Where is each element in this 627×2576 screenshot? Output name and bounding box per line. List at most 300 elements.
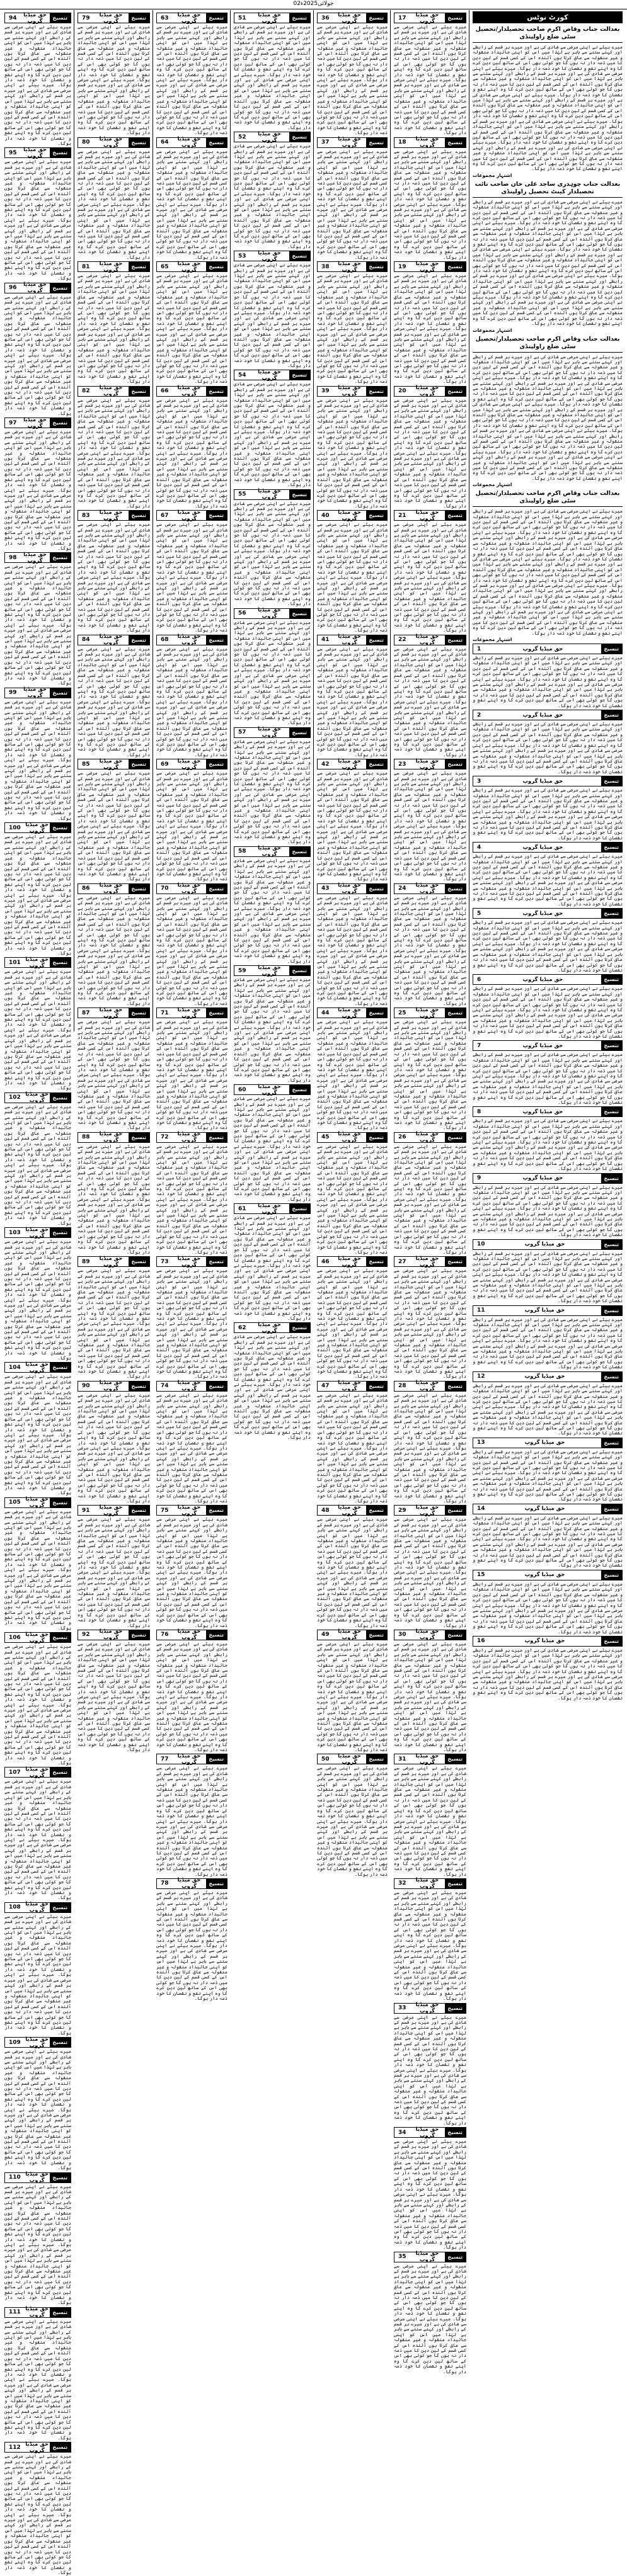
notice-item: [234, 965, 311, 1083]
notice-number: 8: [477, 1108, 481, 1115]
notice-body: میرے بیٹے نے اپنی مرضی سے شادی کی ہے اور میرے ہر قسم کے رابطے اور کہنے سننے سے باہر ہے لہٰذا میں اس کو اپنی جائیداد منقولہ و غیر منقولہ سے عاق کرتا ہوں آئندہ اس کے کسی قسم کے لین دین کا میں ذمہ دار نہ ہوں گا جو کوئی بھی اس کے ساتھ لین دین کرے گا وہ اپنے نفع و نقصان کا خود ذمہ دار ہوگا۔ میرے بیٹے نے اپنی مرضی سے شادی کی ہے اور میرے ہر قسم کے رابطے اور کہنے سننے سے باہر ہے لہٰذا میں اس کو اپنی جائیداد منقولہ و غیر منقولہ سے عاق کرتا ہوں آئندہ اس کے کسی قسم کے لین دین کا میں ذمہ دار نہ ہوں گا جو کوئی بھی اس کے ساتھ لین دین کرے گا وہ اپنے نفع و نقصان کا خود ذمہ دار ہوگا۔: [317, 1268, 388, 1380]
column-c2: [76, 11, 152, 1753]
notice-item: [473, 1106, 623, 1171]
notice-number: 11: [477, 1307, 485, 1314]
notice-number: 49: [321, 1631, 330, 1638]
court-title: بعدالت جناب چوہدری ساجد علی خان صاحب نائب تحصیلدار کینٹ تحصیل راولپنڈی: [473, 181, 623, 198]
notice-number: 67: [161, 512, 169, 519]
notice-number: 77: [161, 1756, 169, 1762]
notice-header: [156, 261, 227, 272]
notice-body: میرے بیٹے نے اپنی مرضی سے شادی کی ہے اور میرے ہر قسم کے رابطے اور کہنے سننے سے باہر ہے لہٰذا میں اس کو اپنی جائیداد منقولہ و غیر منقولہ سے عاق کرتا ہوں آئندہ اس کے کسی قسم کے لین دین کا میں ذمہ دار نہ ہوں گا جو کوئی بھی اس کے ساتھ لین دین کرے گا وہ اپنے نفع و نقصان کا خود ذمہ دار ہوگا۔ میرے بیٹے نے اپنی مرضی سے شادی کی ہے اور میرے ہر قسم کے رابطے اور کہنے سننے سے باہر ہے لہٰذا میں اس کو اپنی جائیداد منقولہ و غیر منقولہ سے عاق کرتا ہوں آئندہ اس کے کسی قسم کے لین دین کا میں ذمہ دار نہ ہوں گا جو کوئی بھی اس کے ساتھ لین دین کرے گا وہ اپنے نفع و نقصان کا خود ذمہ دار ہوگا۔: [473, 1052, 623, 1106]
notice-number: 82: [82, 388, 90, 395]
notice-label: تنسیخ: [445, 387, 466, 396]
notice-body: میرے بیٹے نے اپنی مرضی سے شادی کی ہے اور میرے ہر قسم کے رابطے اور کہنے سننے سے باہر ہے لہٰذا میں اس کو اپنی جائیداد منقولہ و غیر منقولہ سے عاق کرتا ہوں آئندہ اس کے کسی قسم کے لین دین کا میں ذمہ دار نہ ہوں گا جو کوئی بھی اس کے ساتھ لین دین کرے گا وہ اپنے نفع و نقصان کا خود ذمہ دار ہوگا۔ میرے بیٹے نے اپنی مرضی سے شادی کی ہے اور میرے ہر قسم کے رابطے اور کہنے سننے سے باہر ہے لہٰذا میں اس کو اپنی جائیداد منقولہ و غیر منقولہ سے عاق کرتا ہوں آئندہ اس کے کسی قسم کے لین دین کا میں ذمہ دار نہ ہوں گا جو کوئی بھی اس کے ساتھ لین دین کرے گا وہ اپنے نفع و نقصان کا خود ذمہ دار ہوگا۔: [317, 1640, 388, 1753]
media-group-name: حق میڈیا گروپ: [177, 1877, 201, 1890]
notice-number: 50: [321, 1756, 330, 1762]
notice-header: [4, 957, 71, 968]
notice-number: 46: [321, 1258, 330, 1265]
notice-body: میرے بیٹے نے اپنی مرضی سے شادی کی ہے اور میرے ہر قسم کے رابطے اور کہنے سننے سے باہر ہے لہٰذا میں اس کو اپنی جائیداد منقولہ و غیر منقولہ سے عاق کرتا ہوں آئندہ اس کے کسی قسم کے لین دین کا میں ذمہ دار نہ ہوں گا جو کوئی بھی اس کے ساتھ لین دین کرے گا وہ اپنے نفع و نقصان کا خود ذمہ دار ہوگا۔ میرے بیٹے نے اپنی مرضی سے شادی کی ہے اور میرے ہر قسم کے رابطے اور کہنے سننے سے باہر ہے لہٰذا میں اس کو اپنی جائیداد منقولہ و غیر منقولہ سے عاق کرتا ہوں آئندہ اس کے کسی قسم کے لین دین کا میں ذمہ دار نہ ہوں گا جو کوئی بھی اس کے ساتھ لین دین کرے گا وہ اپنے نفع و نقصان کا خود ذمہ دار ہوگا۔: [4, 2183, 71, 2306]
notice-body: میرے بیٹے نے اپنی مرضی سے شادی کی ہے اور میرے ہر قسم کے رابطے اور کہنے سننے سے باہر ہے لہٰذا میں اس کو اپنی جائیداد منقولہ و غیر منقولہ سے عاق کرتا ہوں آئندہ اس کے کسی قسم کے لین دین کا میں ذمہ دار نہ ہوں گا جو کوئی بھی اس کے ساتھ لین دین کرے گا وہ اپنے نفع و نقصان کا خود ذمہ دار ہوگا۔ میرے بیٹے نے اپنی مرضی سے شادی کی ہے اور میرے ہر قسم کے رابطے اور کہنے سننے سے باہر ہے لہٰذا میں اس کو اپنی جائیداد منقولہ و غیر منقولہ سے عاق کرتا ہوں آئندہ اس کے کسی قسم کے لین دین کا میں ذمہ دار نہ ہوں گا جو کوئی بھی اس کے ساتھ لین دین کرے گا وہ اپنے نفع و نقصان کا خود ذمہ دار ہوگا۔: [4, 564, 71, 686]
notice-header: [156, 759, 227, 769]
media-group-name: حق میڈیا گروپ: [415, 1006, 439, 1019]
notice-header: [317, 1754, 388, 1764]
media-group-name: حق میڈیا گروپ: [99, 260, 123, 273]
media-group-name: حق میڈیا گروپ: [338, 1504, 361, 1517]
notice-number: 111: [9, 2309, 21, 2316]
media-group-name: حق میڈیا گروپ: [524, 1439, 565, 1446]
notice-body: میرے بیٹے نے اپنی مرضی سے شادی کی ہے اور میرے ہر قسم کے رابطے اور کہنے سننے سے باہر ہے لہٰذا میں اس کو اپنی جائیداد منقولہ و غیر منقولہ سے عاق کرتا ہوں آئندہ اس کے کسی قسم کے لین دین کا میں ذمہ دار نہ ہوں گا جو کوئی بھی اس کے ساتھ لین دین کرے گا وہ اپنے نفع و نقصان کا خود ذمہ دار ہوگا۔ میرے بیٹے نے اپنی مرضی سے شادی کی ہے اور میرے ہر قسم کے رابطے اور کہنے سننے سے باہر ہے لہٰذا میں اس کو اپنی جائیداد منقولہ و غیر منقولہ سے عاق کرتا ہوں آئندہ اس کے کسی قسم کے لین دین کا میں ذمہ دار نہ ہوں گا جو کوئی بھی اس کے ساتھ لین دین کرے گا وہ اپنے نفع و نقصان کا خود ذمہ دار ہوگا۔: [4, 159, 71, 281]
media-group-name: حق میڈیا گروپ: [258, 1321, 281, 1334]
notice-header: [473, 644, 623, 654]
notice-label: تنسیخ: [366, 1382, 387, 1391]
notice-item: [4, 822, 71, 956]
notice-header: [4, 1497, 71, 1508]
notice-number: 13: [477, 1439, 485, 1446]
notice-label: تنسیخ: [445, 1879, 466, 1888]
notice-header: [473, 1438, 623, 1448]
notice-body: میرے بیٹے نے اپنی مرضی سے شادی کی ہے اور میرے ہر قسم کے رابطے اور کہنے سننے سے باہر ہے لہٰذا میں اس کو اپنی جائیداد منقولہ و غیر منقولہ سے عاق کرتا ہوں آئندہ اس کے کسی قسم کے لین دین کا میں ذمہ دار نہ ہوں گا جو کوئی بھی اس کے ساتھ لین دین کرے گا وہ اپنے نفع و نقصان کا خود ذمہ دار ہوگا۔ میرے بیٹے نے اپنی مرضی سے شادی کی ہے اور میرے ہر قسم کے رابطے اور کہنے سننے سے باہر ہے لہٰذا میں اس کو اپنی جائیداد منقولہ و غیر منقولہ سے عاق کرتا ہوں آئندہ اس کے کسی قسم کے لین دین کا میں ذمہ دار نہ ہوں گا جو کوئی بھی اس کے ساتھ لین دین کرے گا وہ اپنے نفع و نقصان کا خود ذمہ دار ہوگا۔: [78, 148, 150, 260]
notice-item: [317, 883, 388, 1007]
notice-header: [156, 1878, 227, 1889]
notice-header: [394, 386, 466, 397]
media-group-name: حق میڈیا گروپ: [415, 1255, 439, 1268]
notice-number: 41: [321, 637, 330, 644]
media-group-name: حق میڈیا گروپ: [522, 1175, 563, 1181]
media-group-name: حق میڈیا گروپ: [99, 1131, 123, 1144]
media-group-name: حق میڈیا گروپ: [177, 1504, 201, 1517]
notice-header: [4, 2172, 71, 2183]
media-group-name: حق میڈیا گروپ: [258, 964, 281, 977]
notice-body: میرے بیٹے نے اپنی مرضی سے شادی کی ہے اور میرے ہر قسم کے رابطے اور کہنے سننے سے باہر ہے لہٰذا میں اس کو اپنی جائیداد منقولہ و غیر منقولہ سے عاق کرتا ہوں آئندہ اس کے کسی قسم کے لین دین کا میں ذمہ دار نہ ہوں گا جو کوئی بھی اس کے ساتھ لین دین کرے گا وہ اپنے نفع و نقصان کا خود ذمہ دار ہوگا۔ میرے بیٹے نے اپنی مرضی سے شادی کی ہے اور میرے ہر قسم کے رابطے اور کہنے سننے سے باہر ہے لہٰذا میں اس کو اپنی جائیداد منقولہ و غیر منقولہ سے عاق کرتا ہوں آئندہ اس کے کسی قسم کے لین دین کا میں ذمہ دار نہ ہوں گا جو کوئی بھی اس کے ساتھ لین دین کرے گا وہ اپنے نفع و نقصان کا خود ذمہ دار ہوگا۔: [394, 24, 466, 136]
notice-label: تنسیخ: [206, 387, 227, 396]
notice-item: [156, 510, 227, 633]
notice-number: 92: [82, 1631, 90, 1638]
notice-label: تنسیخ: [289, 847, 310, 856]
column-c4: [232, 11, 313, 1441]
notice-body: میرے بیٹے نے اپنی مرضی سے شادی کی ہے اور میرے ہر قسم کے رابطے اور کہنے سننے سے باہر ہے لہٰذا میں اس کو اپنی جائیداد منقولہ و غیر منقولہ سے عاق کرتا ہوں آئندہ اس کے کسی قسم کے لین دین کا میں ذمہ دار نہ ہوں گا جو کوئی بھی اس کے ساتھ لین دین کرے گا وہ اپنے نفع و نقصان کا خود ذمہ دار ہوگا۔ میرے بیٹے نے اپنی مرضی سے شادی کی ہے اور میرے ہر قسم کے رابطے اور کہنے سننے سے باہر ہے لہٰذا میں اس کو اپنی جائیداد منقولہ و غیر منقولہ سے عاق کرتا ہوں آئندہ اس کے کسی قسم کے لین دین کا میں ذمہ دار نہ ہوں گا جو کوئی بھی اس کے ساتھ لین دین کرے گا وہ اپنے نفع و نقصان کا خود ذمہ دار ہوگا۔: [234, 857, 311, 964]
notice-item: [156, 1381, 227, 1504]
notice-header: [394, 510, 466, 521]
notice-number: 15: [477, 1572, 485, 1579]
notice-body: میرے بیٹے نے اپنی مرضی سے شادی کی ہے اور میرے ہر قسم کے رابطے اور کہنے سننے سے باہر ہے لہٰذا میں اس کو اپنی جائیداد منقولہ و غیر منقولہ سے عاق کرتا ہوں آئندہ اس کے کسی قسم کے لین دین کا میں ذمہ دار نہ ہوں گا جو کوئی بھی اس کے ساتھ لین دین کرے گا وہ اپنے نفع و نقصان کا خود ذمہ دار ہوگا۔ میرے بیٹے نے اپنی مرضی سے شادی کی ہے اور میرے ہر قسم کے رابطے اور کہنے سننے سے باہر ہے لہٰذا میں اس کو اپنی جائیداد منقولہ و غیر منقولہ سے عاق کرتا ہوں آئندہ اس کے کسی قسم کے لین دین کا میں ذمہ دار نہ ہوں گا جو کوئی بھی اس کے ساتھ لین دین کرے گا وہ اپنے نفع و نقصان کا خود ذمہ دار ہوگا۔: [4, 293, 71, 416]
notice-body: میرے بیٹے نے اپنی مرضی سے شادی کی ہے اور میرے ہر قسم کے رابطے اور کہنے سننے سے باہر ہے لہٰذا میں اس کو اپنی جائیداد منقولہ و غیر منقولہ سے عاق کرتا ہوں آئندہ اس کے کسی قسم کے لین دین کا میں ذمہ دار نہ ہوں گا جو کوئی بھی اس کے ساتھ لین دین کرے گا وہ اپنے نفع و نقصان کا خود ذمہ دار ہوگا۔ میرے بیٹے نے اپنی مرضی سے شادی کی ہے اور میرے ہر قسم کے رابطے اور کہنے سننے سے باہر ہے لہٰذا میں اس کو اپنی جائیداد منقولہ و غیر منقولہ سے عاق کرتا ہوں آئندہ اس کے کسی قسم کے لین دین کا میں ذمہ دار نہ ہوں گا جو کوئی بھی اس کے ساتھ لین دین کرے گا وہ اپنے نفع و نقصان کا خود ذمہ دار ہوگا۔: [156, 273, 227, 385]
notice-number: 100: [9, 824, 21, 831]
notice-item: [317, 386, 388, 509]
notice-item: [4, 1227, 71, 1361]
media-group-name: حق میڈیا گروپ: [524, 1572, 565, 1579]
media-group-name: حق میڈیا گروپ: [99, 1628, 123, 1642]
media-group-name: حق میڈیا گروپ: [524, 1506, 565, 1512]
notice-item: [156, 386, 227, 509]
media-group-name: حق میڈیا گروپ: [415, 1131, 439, 1144]
notice-label: تنسیخ: [445, 1382, 466, 1391]
notice-label: تنسیخ: [289, 370, 310, 380]
notice-header: [156, 883, 227, 894]
notice-label: تنسیخ: [601, 1306, 622, 1315]
notice-number: 78: [161, 1880, 169, 1887]
notice-item: [317, 137, 388, 261]
media-group-name: حق میڈیا گروپ: [177, 1255, 201, 1268]
notice-label: تنسیخ: [129, 1630, 149, 1640]
media-group-name: حق میڈیا گروپ: [25, 1091, 49, 1104]
notice-header: [4, 688, 71, 698]
media-group-name: حق میڈیا گروپ: [99, 882, 123, 895]
notice-header: [317, 759, 388, 769]
notice-body: میرے بیٹے نے اپنی مرضی سے شادی کی ہے اور میرے ہر قسم کے رابطے اور کہنے سننے سے باہر ہے لہٰذا میں اس کو اپنی جائیداد منقولہ و غیر منقولہ سے عاق کرتا ہوں آئندہ اس کے کسی قسم کے لین دین کا میں ذمہ دار نہ ہوں گا جو کوئی بھی اس کے ساتھ لین دین کرے گا وہ اپنے نفع و نقصان کا خود ذمہ دار ہوگا۔ میرے بیٹے نے اپنی مرضی سے شادی کی ہے اور میرے ہر قسم کے رابطے اور کہنے سننے سے باہر ہے لہٰذا میں اس کو اپنی جائیداد منقولہ و غیر منقولہ سے عاق کرتا ہوں آئندہ اس کے کسی قسم کے لین دین کا میں ذمہ دار نہ ہوں گا جو کوئی بھی اس کے ساتھ لین دین کرے گا وہ اپنے نفع و نقصان کا خود ذمہ دار ہوگا۔: [234, 1334, 311, 1441]
notice-label: تنسیخ: [445, 1506, 466, 1515]
notice-header: [234, 13, 311, 23]
notice-label: تنسیخ: [50, 2443, 71, 2452]
media-group-name: حق میڈیا گروپ: [415, 136, 439, 149]
notice-header: [473, 710, 623, 720]
media-group-name: حق میڈیا گروپ: [99, 1380, 123, 1393]
notice-body: میرے بیٹے نے اپنی مرضی سے شادی کی ہے اور میرے ہر قسم کے رابطے اور کہنے سننے سے باہر ہے لہٰذا میں اس کو اپنی جائیداد منقولہ و غیر منقولہ سے عاق کرتا ہوں آئندہ اس کے کسی قسم کے لین دین کا میں ذمہ دار نہ ہوں گا جو کوئی بھی اس کے ساتھ لین دین کرے گا وہ اپنے نفع و نقصان کا خود ذمہ دار ہوگا۔ میرے بیٹے نے اپنی مرضی سے شادی کی ہے اور میرے ہر قسم کے رابطے اور کہنے سننے سے باہر ہے لہٰذا میں اس کو اپنی جائیداد منقولہ و غیر منقولہ سے عاق کرتا ہوں آئندہ اس کے کسی قسم کے لین دین کا میں ذمہ دار نہ ہوں گا جو کوئی بھی اس کے ساتھ لین دین کرے گا وہ اپنے نفع و نقصان کا خود ذمہ دار ہوگا۔: [317, 24, 388, 136]
notice-label: تنسیخ: [601, 1570, 622, 1580]
notice-number: 16: [477, 1638, 485, 1645]
notice-number: 88: [82, 1134, 90, 1141]
notice-header: [473, 1504, 623, 1514]
notice-header: [317, 1132, 388, 1143]
notice-body: میرے بیٹے نے اپنی مرضی سے شادی کی ہے اور میرے ہر قسم کے رابطے اور کہنے سننے سے باہر ہے لہٰذا میں اس کو اپنی جائیداد منقولہ و غیر منقولہ سے عاق کرتا ہوں آئندہ اس کے کسی قسم کے لین دین کا میں ذمہ دار نہ ہوں گا جو کوئی بھی اس کے ساتھ لین دین کرے گا وہ اپنے نفع و نقصان کا خود ذمہ دار ہوگا۔ میرے بیٹے نے اپنی مرضی سے شادی کی ہے اور میرے ہر قسم کے رابطے اور کہنے سننے سے باہر ہے لہٰذا میں اس کو اپنی جائیداد منقولہ و غیر منقولہ سے عاق کرتا ہوں آئندہ اس کے کسی قسم کے لین دین کا میں ذمہ دار نہ ہوں گا جو کوئی بھی اس کے ساتھ لین دین کرے گا وہ اپنے نفع و نقصان کا خود ذمہ دار ہوگا۔: [4, 698, 71, 821]
notice-body: میرے بیٹے نے اپنی مرضی سے شادی کی ہے اور میرے ہر قسم کے رابطے اور کہنے سننے سے باہر ہے لہٰذا میں اس کو اپنی جائیداد منقولہ و غیر منقولہ سے عاق کرتا ہوں آئندہ اس کے کسی قسم کے لین دین کا میں ذمہ دار نہ ہوں گا جو کوئی بھی اس کے ساتھ لین دین کرے گا وہ اپنے نفع و نقصان کا خود ذمہ دار ہوگا۔ میرے بیٹے نے اپنی مرضی سے شادی کی ہے اور میرے ہر قسم کے رابطے اور کہنے سننے سے باہر ہے لہٰذا میں اس کو اپنی جائیداد منقولہ و غیر منقولہ سے عاق کرتا ہوں آئندہ اس کے کسی قسم کے لین دین کا میں ذمہ دار نہ ہوں گا جو کوئی بھی اس کے ساتھ لین دین کرے گا وہ اپنے نفع و نقصان کا خود ذمہ دار ہوگا۔: [317, 148, 388, 260]
notice-label: تنسیخ: [129, 387, 149, 396]
court-notice-body: میرے بیٹے نے اپنی مرضی سے شادی کی ہے اور میرے ہر قسم کے رابطے اور کہنے سننے سے باہر ہے لہٰذا میں اس کو اپنی جائیداد منقولہ و غیر منقولہ سے عاق کرتا ہوں آئندہ اس کے کسی قسم کے لین دین کا میں ذمہ دار نہ ہوں گا جو کوئی بھی اس کے ساتھ لین دین کرے گا وہ اپنے نفع و نقصان کا خود ذمہ دار ہوگا۔ میرے بیٹے نے اپنی مرضی سے شادی کی ہے اور میرے ہر قسم کے رابطے اور کہنے سننے سے باہر ہے لہٰذا میں اس کو اپنی جائیداد منقولہ و غیر منقولہ سے عاق کرتا ہوں آئندہ اس کے کسی قسم کے لین دین کا میں ذمہ دار نہ ہوں گا جو کوئی بھی اس کے ساتھ لین دین کرے گا وہ اپنے نفع و نقصان کا خود ذمہ دار ہوگا۔ میرے بیٹے نے اپنی مرضی سے شادی کی ہے اور میرے ہر قسم کے رابطے اور کہنے سننے سے باہر ہے لہٰذا میں اس کو اپنی جائیداد منقولہ و غیر منقولہ سے عاق کرتا ہوں آئندہ اس کے کسی قسم کے لین دین کا میں ذمہ دار نہ ہوں گا جو کوئی بھی اس کے ساتھ لین دین کرے گا وہ اپنے نفع و نقصان کا خود ذمہ دار ہوگا۔ میرے بیٹے نے اپنی مرضی سے شادی کی ہے اور میرے ہر قسم کے رابطے اور کہنے سننے سے باہر ہے لہٰذا میں اس کو اپنی جائیداد منقولہ و غیر منقولہ سے عاق کرتا ہوں آئندہ اس کے کسی قسم کے لین دین کا میں ذمہ دار نہ ہوں گا جو کوئی بھی اس کے ساتھ لین دین کرے گا وہ اپنے نفع و نقصان کا خود ذمہ دار ہوگا۔ میرے بیٹے نے اپنی مرضی سے شادی کی ہے اور میرے ہر قسم کے رابطے اور کہنے سننے سے باہر ہے لہٰذا میں اس کو اپنی جائیداد منقولہ و غیر منقولہ سے عاق کرتا ہوں آئندہ اس کے کسی قسم کے لین دین کا میں ذمہ دار نہ ہوں گا جو کوئی بھی اس کے ساتھ لین دین کرے گا وہ اپنے نفع و نقصان کا خود ذمہ دار ہوگا۔: [473, 198, 623, 327]
notice-item: [4, 957, 71, 1091]
notice-header: [473, 1570, 623, 1580]
notice-body: میرے بیٹے نے اپنی مرضی سے شادی کی ہے اور میرے ہر قسم کے رابطے اور کہنے سننے سے باہر ہے لہٰذا میں اس کو اپنی جائیداد منقولہ و غیر منقولہ سے عاق کرتا ہوں آئندہ اس کے کسی قسم کے لین دین کا میں ذمہ دار نہ ہوں گا جو کوئی بھی اس کے ساتھ لین دین کرے گا وہ اپنے نفع و نقصان کا خود ذمہ دار ہوگا۔ میرے بیٹے نے اپنی مرضی سے شادی کی ہے اور میرے ہر قسم کے رابطے اور کہنے سننے سے باہر ہے لہٰذا میں اس کو اپنی جائیداد منقولہ و غیر منقولہ سے عاق کرتا ہوں آئندہ اس کے کسی قسم کے لین دین کا میں ذمہ دار نہ ہوں گا جو کوئی بھی اس کے ساتھ لین دین کرے گا وہ اپنے نفع و نقصان کا خود ذمہ دار ہوگا۔: [4, 429, 71, 551]
notice-label: تنسیخ: [601, 776, 622, 786]
notice-body: میرے بیٹے نے اپنی مرضی سے شادی کی ہے اور میرے ہر قسم کے رابطے اور کہنے سننے سے باہر ہے لہٰذا میں اس کو اپنی جائیداد منقولہ و غیر منقولہ سے عاق کرتا ہوں آئندہ اس کے کسی قسم کے لین دین کا میں ذمہ دار نہ ہوں گا جو کوئی بھی اس کے ساتھ لین دین کرے گا وہ اپنے نفع و نقصان کا خود ذمہ دار ہوگا۔ میرے بیٹے نے اپنی مرضی سے شادی کی ہے اور میرے ہر قسم کے رابطے اور کہنے سننے سے باہر ہے لہٰذا میں اس کو اپنی جائیداد منقولہ و غیر منقولہ سے عاق کرتا ہوں آئندہ اس کے کسی قسم کے لین دین کا میں ذمہ دار نہ ہوں گا جو کوئی بھی اس کے ساتھ لین دین کرے گا وہ اپنے نفع و نقصان کا خود ذمہ دار ہوگا۔: [473, 1580, 623, 1635]
notice-body: میرے بیٹے نے اپنی مرضی سے شادی کی ہے اور میرے ہر قسم کے رابطے اور کہنے سننے سے باہر ہے لہٰذا میں اس کو اپنی جائیداد منقولہ و غیر منقولہ سے عاق کرتا ہوں آئندہ اس کے کسی قسم کے لین دین کا میں ذمہ دار نہ ہوں گا جو کوئی بھی اس کے ساتھ لین دین کرے گا وہ اپنے نفع و نقصان کا خود ذمہ دار ہوگا۔ میرے بیٹے نے اپنی مرضی سے شادی کی ہے اور میرے ہر قسم کے رابطے اور کہنے سننے سے باہر ہے لہٰذا میں اس کو اپنی جائیداد منقولہ و غیر منقولہ سے عاق کرتا ہوں آئندہ اس کے کسی قسم کے لین دین کا میں ذمہ دار نہ ہوں گا جو کوئی بھی اس کے ساتھ لین دین کرے گا وہ اپنے نفع و نقصان کا خود ذمہ دار ہوگا۔: [317, 397, 388, 509]
notice-item: [78, 386, 150, 509]
notice-label: تنسیخ: [129, 138, 149, 147]
notice-body: میرے بیٹے نے اپنی مرضی سے شادی کی ہے اور میرے ہر قسم کے رابطے اور کہنے سننے سے باہر ہے لہٰذا میں اس کو اپنی جائیداد منقولہ و غیر منقولہ سے عاق کرتا ہوں آئندہ اس کے کسی قسم کے لین دین کا میں ذمہ دار نہ ہوں گا جو کوئی بھی اس کے ساتھ لین دین کرے گا وہ اپنے نفع و نقصان کا خود ذمہ دار ہوگا۔ میرے بیٹے نے اپنی مرضی سے شادی کی ہے اور میرے ہر قسم کے رابطے اور کہنے سننے سے باہر ہے لہٰذا میں اس کو اپنی جائیداد منقولہ و غیر منقولہ سے عاق کرتا ہوں آئندہ اس کے کسی قسم کے لین دین کا میں ذمہ دار نہ ہوں گا جو کوئی بھی اس کے ساتھ لین دین کرے گا وہ اپنے نفع و نقصان کا خود ذمہ دار ہوگا۔: [317, 645, 388, 757]
notice-header: [394, 1630, 466, 1640]
notice-header: [317, 635, 388, 645]
notice-item: [394, 883, 466, 1007]
media-group-name: حق میڈیا گروپ: [338, 1752, 361, 1766]
notice-label: تنسیخ: [129, 884, 149, 894]
notice-item: [473, 1040, 623, 1105]
media-group-name: حق میڈیا گروپ: [177, 509, 201, 522]
notice-item: [234, 608, 311, 726]
notice-label: تنسیخ: [129, 1506, 149, 1515]
notice-label: تنسیخ: [50, 2173, 71, 2182]
notice-number: 80: [82, 139, 90, 146]
notice-number: 60: [238, 1086, 246, 1093]
media-group-name: حق میڈیا گروپ: [415, 1504, 439, 1517]
notice-number: 54: [238, 372, 246, 378]
notice-header: [394, 1878, 466, 1889]
notice-item: [473, 1636, 623, 1701]
notice-item: [78, 1505, 150, 1628]
notice-item: [473, 1371, 623, 1436]
media-group-name: حق میڈیا گروپ: [522, 844, 563, 851]
notice-item: [394, 1505, 466, 1628]
media-group-name: حق میڈیا گروپ: [338, 1628, 361, 1642]
notice-item: [78, 510, 150, 633]
notice-label: تنسیخ: [445, 1754, 466, 1764]
media-group-name: حق میڈیا گروپ: [258, 130, 281, 144]
notice-body: میرے بیٹے نے اپنی مرضی سے شادی کی ہے اور میرے ہر قسم کے رابطے اور کہنے سننے سے باہر ہے لہٰذا میں اس کو اپنی جائیداد منقولہ و غیر منقولہ سے عاق کرتا ہوں آئندہ اس کے کسی قسم کے لین دین کا میں ذمہ دار نہ ہوں گا جو کوئی بھی اس کے ساتھ لین دین کرے گا وہ اپنے نفع و نقصان کا خود ذمہ دار ہوگا۔ میرے بیٹے نے اپنی مرضی سے شادی کی ہے اور میرے ہر قسم کے رابطے اور کہنے سننے سے باہر ہے لہٰذا میں اس کو اپنی جائیداد منقولہ و غیر منقولہ سے عاق کرتا ہوں آئندہ اس کے کسی قسم کے لین دین کا میں ذمہ دار نہ ہوں گا جو کوئی بھی اس کے ساتھ لین دین کرے گا وہ اپنے نفع و نقصان کا خود ذمہ دار ہوگا۔: [394, 1392, 466, 1504]
media-group-name: حق میڈیا گروپ: [177, 136, 201, 149]
notice-header: [4, 417, 71, 428]
notice-number: 23: [398, 761, 406, 768]
notice-item: [394, 1256, 466, 1380]
notice-body: میرے بیٹے نے اپنی مرضی سے شادی کی ہے اور میرے ہر قسم کے رابطے اور کہنے سننے سے باہر ہے لہٰذا میں اس کو اپنی جائیداد منقولہ و غیر منقولہ سے عاق کرتا ہوں آئندہ اس کے کسی قسم کے لین دین کا میں ذمہ دار نہ ہوں گا جو کوئی بھی اس کے ساتھ لین دین کرے گا وہ اپنے نفع و نقصان کا خود ذمہ دار ہوگا۔ میرے بیٹے نے اپنی مرضی سے شادی کی ہے اور میرے ہر قسم کے رابطے اور کہنے سننے سے باہر ہے لہٰذا میں اس کو اپنی جائیداد منقولہ و غیر منقولہ سے عاق کرتا ہوں آئندہ اس کے کسی قسم کے لین دین کا میں ذمہ دار نہ ہوں گا جو کوئی بھی اس کے ساتھ لین دین کرے گا وہ اپنے نفع و نقصان کا خود ذمہ دار ہوگا۔: [156, 645, 227, 757]
court-title: بعدالت جناب وقاص اکرم صاحب تحصیلدار/تحصیل سٹی ضلع راولپنڈی: [473, 336, 623, 353]
notice-number: 86: [82, 885, 90, 892]
notice-body: میرے بیٹے نے اپنی مرضی سے شادی کی ہے اور میرے ہر قسم کے رابطے اور کہنے سننے سے باہر ہے لہٰذا میں اس کو اپنی جائیداد منقولہ و غیر منقولہ سے عاق کرتا ہوں آئندہ اس کے کسی قسم کے لین دین کا میں ذمہ دار نہ ہوں گا جو کوئی بھی اس کے ساتھ لین دین کرے گا وہ اپنے نفع و نقصان کا خود ذمہ دار ہوگا۔ میرے بیٹے نے اپنی مرضی سے شادی کی ہے اور میرے ہر قسم کے رابطے اور کہنے سننے سے باہر ہے لہٰذا میں اس کو اپنی جائیداد منقولہ و غیر منقولہ سے عاق کرتا ہوں آئندہ اس کے کسی قسم کے لین دین کا میں ذمہ دار نہ ہوں گا جو کوئی بھی اس کے ساتھ لین دین کرے گا وہ اپنے نفع و نقصان کا خود ذمہ دار ہوگا۔: [394, 1765, 466, 1877]
media-group-name: حق میڈیا گروپ: [522, 645, 563, 652]
notice-label: تنسیخ: [50, 1363, 71, 1372]
column-c7: [471, 11, 624, 1701]
notice-item: [78, 1381, 150, 1504]
notice-header: [473, 1636, 623, 1647]
notice-number: 18: [398, 139, 406, 146]
notice-number: 43: [321, 885, 330, 892]
notice-number: 35: [398, 2254, 406, 2261]
notice-header: [78, 137, 150, 148]
notice-body: میرے بیٹے نے اپنی مرضی سے شادی کی ہے اور میرے ہر قسم کے رابطے اور کہنے سننے سے باہر ہے لہٰذا میں اس کو اپنی جائیداد منقولہ و غیر منقولہ سے عاق کرتا ہوں آئندہ اس کے کسی قسم کے لین دین کا میں ذمہ دار نہ ہوں گا جو کوئی بھی اس کے ساتھ لین دین کرے گا وہ اپنے نفع و نقصان کا خود ذمہ دار ہوگا۔ میرے بیٹے نے اپنی مرضی سے شادی کی ہے اور میرے ہر قسم کے رابطے اور کہنے سننے سے باہر ہے لہٰذا میں اس کو اپنی جائیداد منقولہ و غیر منقولہ سے عاق کرتا ہوں آئندہ اس کے کسی قسم کے لین دین کا میں ذمہ دار نہ ہوں گا جو کوئی بھی اس کے ساتھ لین دین کرے گا وہ اپنے نفع و نقصان کا خود ذمہ دار ہوگا۔: [473, 787, 623, 841]
notice-item: [4, 1497, 71, 1631]
notice-number: 40: [321, 512, 330, 519]
column-c3: [154, 11, 229, 2002]
notice-body: میرے بیٹے نے اپنی مرضی سے شادی کی ہے اور میرے ہر قسم کے رابطے اور کہنے سننے سے باہر ہے لہٰذا میں اس کو اپنی جائیداد منقولہ و غیر منقولہ سے عاق کرتا ہوں آئندہ اس کے کسی قسم کے لین دین کا میں ذمہ دار نہ ہوں گا جو کوئی بھی اس کے ساتھ لین دین کرے گا وہ اپنے نفع و نقصان کا خود ذمہ دار ہوگا۔ میرے بیٹے نے اپنی مرضی سے شادی کی ہے اور میرے ہر قسم کے رابطے اور کہنے سننے سے باہر ہے لہٰذا میں اس کو اپنی جائیداد منقولہ و غیر منقولہ سے عاق کرتا ہوں آئندہ اس کے کسی قسم کے لین دین کا میں ذمہ دار نہ ہوں گا جو کوئی بھی اس کے ساتھ لین دین کرے گا وہ اپنے نفع و نقصان کا خود ذمہ دار ہوگا۔: [473, 919, 623, 973]
notice-item: [394, 1132, 466, 1256]
notice-number: 87: [82, 1009, 90, 1016]
column-divider: [313, 10, 314, 1031]
notice-header: [4, 283, 71, 293]
notice-body: میرے بیٹے نے اپنی مرضی سے شادی کی ہے اور میرے ہر قسم کے رابطے اور کہنے سننے سے باہر ہے لہٰذا میں اس کو اپنی جائیداد منقولہ و غیر منقولہ سے عاق کرتا ہوں آئندہ اس کے کسی قسم کے لین دین کا میں ذمہ دار نہ ہوں گا جو کوئی بھی اس کے ساتھ لین دین کرے گا وہ اپنے نفع و نقصان کا خود ذمہ دار ہوگا۔ میرے بیٹے نے اپنی مرضی سے شادی کی ہے اور میرے ہر قسم کے رابطے اور کہنے سننے سے باہر ہے لہٰذا میں اس کو اپنی جائیداد منقولہ و غیر منقولہ سے عاق کرتا ہوں آئندہ اس کے کسی قسم کے لین دین کا میں ذمہ دار نہ ہوں گا جو کوئی بھی اس کے ساتھ لین دین کرے گا وہ اپنے نفع و نقصان کا خود ذمہ دار ہوگا۔: [473, 1647, 623, 1701]
notice-item: [394, 1754, 466, 1877]
notice-header: [317, 137, 388, 148]
notice-header: [78, 386, 150, 397]
notice-label: تنسیخ: [129, 1257, 149, 1266]
media-group-name: حق میڈیا گروپ: [177, 260, 201, 273]
notice-number: 53: [238, 252, 246, 259]
notice-number: 42: [321, 761, 330, 768]
notice-label: تنسیخ: [129, 759, 149, 769]
notice-label: تنسیخ: [50, 2308, 71, 2317]
notice-body: میرے بیٹے نے اپنی مرضی سے شادی کی ہے اور میرے ہر قسم کے رابطے اور کہنے سننے سے باہر ہے لہٰذا میں اس کو اپنی جائیداد منقولہ و غیر منقولہ سے عاق کرتا ہوں آئندہ اس کے کسی قسم کے لین دین کا میں ذمہ دار نہ ہوں گا جو کوئی بھی اس کے ساتھ لین دین کرے گا وہ اپنے نفع و نقصان کا خود ذمہ دار ہوگا۔ میرے بیٹے نے اپنی مرضی سے شادی کی ہے اور میرے ہر قسم کے رابطے اور کہنے سننے سے باہر ہے لہٰذا میں اس کو اپنی جائیداد منقولہ و غیر منقولہ سے عاق کرتا ہوں آئندہ اس کے کسی قسم کے لین دین کا میں ذمہ دار نہ ہوں گا جو کوئی بھی اس کے ساتھ لین دین کرے گا وہ اپنے نفع و نقصان کا خود ذمہ دار ہوگا۔: [473, 1184, 623, 1238]
media-group-name: حق میڈیا گروپ: [25, 1226, 49, 1239]
notice-body: میرے بیٹے نے اپنی مرضی سے شادی کی ہے اور میرے ہر قسم کے رابطے اور کہنے سننے سے باہر ہے لہٰذا میں اس کو اپنی جائیداد منقولہ و غیر منقولہ سے عاق کرتا ہوں آئندہ اس کے کسی قسم کے لین دین کا میں ذمہ دار نہ ہوں گا جو کوئی بھی اس کے ساتھ لین دین کرے گا وہ اپنے نفع و نقصان کا خود ذمہ دار ہوگا۔ میرے بیٹے نے اپنی مرضی سے شادی کی ہے اور میرے ہر قسم کے رابطے اور کہنے سننے سے باہر ہے لہٰذا میں اس کو اپنی جائیداد منقولہ و غیر منقولہ سے عاق کرتا ہوں آئندہ اس کے کسی قسم کے لین دین کا میں ذمہ دار نہ ہوں گا جو کوئی بھی اس کے ساتھ لین دین کرے گا وہ اپنے نفع و نقصان کا خود ذمہ دار ہوگا۔: [234, 500, 311, 607]
media-group-name: حق میڈیا گروپ: [524, 1307, 565, 1314]
media-group-name: حق میڈیا گروپ: [23, 686, 47, 700]
notice-body: میرے بیٹے نے اپنی مرضی سے شادی کی ہے اور میرے ہر قسم کے رابطے اور کہنے سننے سے باہر ہے لہٰذا میں اس کو اپنی جائیداد منقولہ و غیر منقولہ سے عاق کرتا ہوں آئندہ اس کے کسی قسم کے لین دین کا میں ذمہ دار نہ ہوں گا جو کوئی بھی اس کے ساتھ لین دین کرے گا وہ اپنے نفع و نقصان کا خود ذمہ دار ہوگا۔ میرے بیٹے نے اپنی مرضی سے شادی کی ہے اور میرے ہر قسم کے رابطے اور کہنے سننے سے باہر ہے لہٰذا میں اس کو اپنی جائیداد منقولہ و غیر منقولہ سے عاق کرتا ہوں آئندہ اس کے کسی قسم کے لین دین کا میں ذمہ دار نہ ہوں گا جو کوئی بھی اس کے ساتھ لین دین کرے گا وہ اپنے نفع و نقصان کا خود ذمہ دار ہوگا۔: [473, 1118, 623, 1172]
notice-number: 61: [238, 1205, 246, 1212]
notice-label: تنسیخ: [50, 148, 71, 157]
notice-item: [317, 1505, 388, 1628]
notice-item: [234, 251, 311, 368]
notice-body: میرے بیٹے نے اپنی مرضی سے شادی کی ہے اور میرے ہر قسم کے رابطے اور کہنے سننے سے باہر ہے لہٰذا میں اس کو اپنی جائیداد منقولہ و غیر منقولہ سے عاق کرتا ہوں آئندہ اس کے کسی قسم کے لین دین کا میں ذمہ دار نہ ہوں گا جو کوئی بھی اس کے ساتھ لین دین کرے گا وہ اپنے نفع و نقصان کا خود ذمہ دار ہوگا۔ میرے بیٹے نے اپنی مرضی سے شادی کی ہے اور میرے ہر قسم کے رابطے اور کہنے سننے سے باہر ہے لہٰذا میں اس کو اپنی جائیداد منقولہ و غیر منقولہ سے عاق کرتا ہوں آئندہ اس کے کسی قسم کے لین دین کا میں ذمہ دار نہ ہوں گا جو کوئی بھی اس کے ساتھ لین دین کرے گا وہ اپنے نفع و نقصان کا خود ذمہ دار ہوگا۔: [234, 738, 311, 845]
notice-item: [156, 1256, 227, 1380]
notice-body: میرے بیٹے نے اپنی مرضی سے شادی کی ہے اور میرے ہر قسم کے رابطے اور کہنے سننے سے باہر ہے لہٰذا میں اس کو اپنی جائیداد منقولہ و غیر منقولہ سے عاق کرتا ہوں آئندہ اس کے کسی قسم کے لین دین کا میں ذمہ دار نہ ہوں گا جو کوئی بھی اس کے ساتھ لین دین کرے گا وہ اپنے نفع و نقصان کا خود ذمہ دار ہوگا۔ میرے بیٹے نے اپنی مرضی سے شادی کی ہے اور میرے ہر قسم کے رابطے اور کہنے سننے سے باہر ہے لہٰذا میں اس کو اپنی جائیداد منقولہ و غیر منقولہ سے عاق کرتا ہوں آئندہ اس کے کسی قسم کے لین دین کا میں ذمہ دار نہ ہوں گا جو کوئی بھی اس کے ساتھ لین دین کرے گا وہ اپنے نفع و نقصان کا خود ذمہ دار ہوگا۔: [473, 1382, 623, 1436]
notice-header: [156, 510, 227, 521]
notice-header: [78, 1256, 150, 1267]
media-group-name: حق میڈیا گروپ: [415, 633, 439, 647]
notice-body: میرے بیٹے نے اپنی مرضی سے شادی کی ہے اور میرے ہر قسم کے رابطے اور کہنے سننے سے باہر ہے لہٰذا میں اس کو اپنی جائیداد منقولہ و غیر منقولہ سے عاق کرتا ہوں آئندہ اس کے کسی قسم کے لین دین کا میں ذمہ دار نہ ہوں گا جو کوئی بھی اس کے ساتھ لین دین کرے گا وہ اپنے نفع و نقصان کا خود ذمہ دار ہوگا۔ میرے بیٹے نے اپنی مرضی سے شادی کی ہے اور میرے ہر قسم کے رابطے اور کہنے سننے سے باہر ہے لہٰذا میں اس کو اپنی جائیداد منقولہ و غیر منقولہ سے عاق کرتا ہوں آئندہ اس کے کسی قسم کے لین دین کا میں ذمہ دار نہ ہوں گا جو کوئی بھی اس کے ساتھ لین دین کرے گا وہ اپنے نفع و نقصان کا خود ذمہ دار ہوگا۔: [4, 2318, 71, 2441]
notice-label: تنسیخ: [289, 1204, 310, 1213]
media-group-name: حق میڈیا گروپ: [99, 509, 123, 522]
notice-header: [317, 1630, 388, 1640]
notice-label: تنسیخ: [129, 1008, 149, 1018]
notice-body: میرے بیٹے نے اپنی مرضی سے شادی کی ہے اور میرے ہر قسم کے رابطے اور کہنے سننے سے باہر ہے لہٰذا میں اس کو اپنی جائیداد منقولہ و غیر منقولہ سے عاق کرتا ہوں آئندہ اس کے کسی قسم کے لین دین کا میں ذمہ دار نہ ہوں گا جو کوئی بھی اس کے ساتھ لین دین کرے گا وہ اپنے نفع و نقصان کا خود ذمہ دار ہوگا۔ میرے بیٹے نے اپنی مرضی سے شادی کی ہے اور میرے ہر قسم کے رابطے اور کہنے سننے سے باہر ہے لہٰذا میں اس کو اپنی جائیداد منقولہ و غیر منقولہ سے عاق کرتا ہوں آئندہ اس کے کسی قسم کے لین دین کا میں ذمہ دار نہ ہوں گا جو کوئی بھی اس کے ساتھ لین دین کرے گا وہ اپنے نفع و نقصان کا خود ذمہ دار ہوگا۔: [156, 148, 227, 260]
notice-item: [4, 1767, 71, 1900]
notice-label: تنسیخ: [50, 13, 71, 23]
notice-item: [78, 1256, 150, 1380]
notice-label: تنسیخ: [445, 635, 466, 645]
media-group-name: حق میڈیا گروپ: [177, 11, 201, 25]
notice-body: میرے بیٹے نے اپنی مرضی سے شادی کی ہے اور میرے ہر قسم کے رابطے اور کہنے سننے سے باہر ہے لہٰذا میں اس کو اپنی جائیداد منقولہ و غیر منقولہ سے عاق کرتا ہوں آئندہ اس کے کسی قسم کے لین دین کا میں ذمہ دار نہ ہوں گا جو کوئی بھی اس کے ساتھ لین دین کرے گا وہ اپنے نفع و نقصان کا خود ذمہ دار ہوگا۔ میرے بیٹے نے اپنی مرضی سے شادی کی ہے اور میرے ہر قسم کے رابطے اور کہنے سننے سے باہر ہے لہٰذا میں اس کو اپنی جائیداد منقولہ و غیر منقولہ سے عاق کرتا ہوں آئندہ اس کے کسی قسم کے لین دین کا میں ذمہ دار نہ ہوں گا جو کوئی بھی اس کے ساتھ لین دین کرے گا وہ اپنے نفع و نقصان کا خود ذمہ دار ہوگا۔: [78, 645, 150, 757]
media-group-name: حق میڈیا گروپ: [25, 1361, 49, 1374]
notice-label: تنسیخ: [289, 490, 310, 499]
notice-body: میرے بیٹے نے اپنی مرضی سے شادی کی ہے اور میرے ہر قسم کے رابطے اور کہنے سننے سے باہر ہے لہٰذا میں اس کو اپنی جائیداد منقولہ و غیر منقولہ سے عاق کرتا ہوں آئندہ اس کے کسی قسم کے لین دین کا میں ذمہ دار نہ ہوں گا جو کوئی بھی اس کے ساتھ لین دین کرے گا وہ اپنے نفع و نقصان کا خود ذمہ دار ہوگا۔ میرے بیٹے نے اپنی مرضی سے شادی کی ہے اور میرے ہر قسم کے رابطے اور کہنے سننے سے باہر ہے لہٰذا میں اس کو اپنی جائیداد منقولہ و غیر منقولہ سے عاق کرتا ہوں آئندہ اس کے کسی قسم کے لین دین کا میں ذمہ دار نہ ہوں گا جو کوئی بھی اس کے ساتھ لین دین کرے گا وہ اپنے نفع و نقصان کا خود ذمہ دار ہوگا۔: [234, 619, 311, 726]
notice-header: [156, 1132, 227, 1143]
notice-body: میرے بیٹے نے اپنی مرضی سے شادی کی ہے اور میرے ہر قسم کے رابطے اور کہنے سننے سے باہر ہے لہٰذا میں اس کو اپنی جائیداد منقولہ و غیر منقولہ سے عاق کرتا ہوں آئندہ اس کے کسی قسم کے لین دین کا میں ذمہ دار نہ ہوں گا جو کوئی بھی اس کے ساتھ لین دین کرے گا وہ اپنے نفع و نقصان کا خود ذمہ دار ہوگا۔ میرے بیٹے نے اپنی مرضی سے شادی کی ہے اور میرے ہر قسم کے رابطے اور کہنے سننے سے باہر ہے لہٰذا میں اس کو اپنی جائیداد منقولہ و غیر منقولہ سے عاق کرتا ہوں آئندہ اس کے کسی قسم کے لین دین کا میں ذمہ دار نہ ہوں گا جو کوئی بھی اس کے ساتھ لین دین کرے گا وہ اپنے نفع و نقصان کا خود ذمہ دار ہوگا۔: [4, 1508, 71, 1631]
media-group-name: حق میڈیا گروپ: [25, 1766, 49, 1779]
media-group-name: حق میڈیا گروپ: [258, 1083, 281, 1096]
notice-item: [78, 883, 150, 1007]
notice-label: تنسیخ: [206, 1133, 227, 1142]
notice-number: 107: [9, 1769, 21, 1776]
notice-body: میرے بیٹے نے اپنی مرضی سے شادی کی ہے اور میرے ہر قسم کے رابطے اور کہنے سننے سے باہر ہے لہٰذا میں اس کو اپنی جائیداد منقولہ و غیر منقولہ سے عاق کرتا ہوں آئندہ اس کے کسی قسم کے لین دین کا میں ذمہ دار نہ ہوں گا جو کوئی بھی اس کے ساتھ لین دین کرے گا وہ اپنے نفع و نقصان کا خود ذمہ دار ہوگا۔ میرے بیٹے نے اپنی مرضی سے شادی کی ہے اور میرے ہر قسم کے رابطے اور کہنے سننے سے باہر ہے لہٰذا میں اس کو اپنی جائیداد منقولہ و غیر منقولہ سے عاق کرتا ہوں آئندہ اس کے کسی قسم کے لین دین کا میں ذمہ دار نہ ہوں گا جو کوئی بھی اس کے ساتھ لین دین کرے گا وہ اپنے نفع و نقصان کا خود ذمہ دار ہوگا۔: [394, 2262, 466, 2375]
notice-header: [394, 2003, 466, 2014]
notice-number: 34: [398, 2129, 406, 2136]
notice-label: تنسیخ: [129, 1133, 149, 1142]
notice-header: [156, 1381, 227, 1392]
notice-label: تنسیخ: [601, 1107, 622, 1116]
notice-item: [156, 1007, 227, 1131]
media-group-name: حق میڈیا گروپ: [415, 385, 439, 398]
notice-header: [394, 2127, 466, 2138]
notice-label: تنسیخ: [445, 511, 466, 520]
notice-item: [473, 908, 623, 973]
notice-header: [317, 1007, 388, 1018]
notice-item: [234, 1203, 311, 1321]
notice-body: میرے بیٹے نے اپنی مرضی سے شادی کی ہے اور میرے ہر قسم کے رابطے اور کہنے سننے سے باہر ہے لہٰذا میں اس کو اپنی جائیداد منقولہ و غیر منقولہ سے عاق کرتا ہوں آئندہ اس کے کسی قسم کے لین دین کا میں ذمہ دار نہ ہوں گا جو کوئی بھی اس کے ساتھ لین دین کرے گا وہ اپنے نفع و نقصان کا خود ذمہ دار ہوگا۔ میرے بیٹے نے اپنی مرضی سے شادی کی ہے اور میرے ہر قسم کے رابطے اور کہنے سننے سے باہر ہے لہٰذا میں اس کو اپنی جائیداد منقولہ و غیر منقولہ سے عاق کرتا ہوں آئندہ اس کے کسی قسم کے لین دین کا میں ذمہ دار نہ ہوں گا جو کوئی بھی اس کے ساتھ لین دین کرے گا وہ اپنے نفع و نقصان کا خود ذمہ دار ہوگا۔: [78, 770, 150, 882]
notice-item: [394, 137, 466, 261]
notice-header: [4, 2307, 71, 2318]
notice-item: [156, 13, 227, 136]
notice-label: تنسیخ: [129, 635, 149, 645]
notice-body: میرے بیٹے نے اپنی مرضی سے شادی کی ہے اور میرے ہر قسم کے رابطے اور کہنے سننے سے باہر ہے لہٰذا میں اس کو اپنی جائیداد منقولہ و غیر منقولہ سے عاق کرتا ہوں آئندہ اس کے کسی قسم کے لین دین کا میں ذمہ دار نہ ہوں گا جو کوئی بھی اس کے ساتھ لین دین کرے گا وہ اپنے نفع و نقصان کا خود ذمہ دار ہوگا۔ میرے بیٹے نے اپنی مرضی سے شادی کی ہے اور میرے ہر قسم کے رابطے اور کہنے سننے سے باہر ہے لہٰذا میں اس کو اپنی جائیداد منقولہ و غیر منقولہ سے عاق کرتا ہوں آئندہ اس کے کسی قسم کے لین دین کا میں ذمہ دار نہ ہوں گا جو کوئی بھی اس کے ساتھ لین دین کرے گا وہ اپنے نفع و نقصان کا خود ذمہ دار ہوگا۔: [78, 521, 150, 633]
notice-item: [317, 1132, 388, 1256]
notice-body: میرے بیٹے نے اپنی مرضی سے شادی کی ہے اور میرے ہر قسم کے رابطے اور کہنے سننے سے باہر ہے لہٰذا میں اس کو اپنی جائیداد منقولہ و غیر منقولہ سے عاق کرتا ہوں آئندہ اس کے کسی قسم کے لین دین کا میں ذمہ دار نہ ہوں گا جو کوئی بھی اس کے ساتھ لین دین کرے گا وہ اپنے نفع و نقصان کا خود ذمہ دار ہوگا۔ میرے بیٹے نے اپنی مرضی سے شادی کی ہے اور میرے ہر قسم کے رابطے اور کہنے سننے سے باہر ہے لہٰذا میں اس کو اپنی جائیداد منقولہ و غیر منقولہ سے عاق کرتا ہوں آئندہ اس کے کسی قسم کے لین دین کا میں ذمہ دار نہ ہوں گا جو کوئی بھی اس کے ساتھ لین دین کرے گا وہ اپنے نفع و نقصان کا خود ذمہ دار ہوگا۔: [394, 273, 466, 385]
media-group-name: حق میڈیا گروپ: [522, 1042, 563, 1049]
notice-label: تنسیخ: [445, 1133, 466, 1142]
media-group-name: حق میڈیا گروپ: [23, 146, 47, 159]
notice-number: 12: [477, 1373, 485, 1380]
notice-body: میرے بیٹے نے اپنی مرضی سے شادی کی ہے اور میرے ہر قسم کے رابطے اور کہنے سننے سے باہر ہے لہٰذا میں اس کو اپنی جائیداد منقولہ و غیر منقولہ سے عاق کرتا ہوں آئندہ اس کے کسی قسم کے لین دین کا میں ذمہ دار نہ ہوں گا جو کوئی بھی اس کے ساتھ لین دین کرے گا وہ اپنے نفع و نقصان کا خود ذمہ دار ہوگا۔ میرے بیٹے نے اپنی مرضی سے شادی کی ہے اور میرے ہر قسم کے رابطے اور کہنے سننے سے باہر ہے لہٰذا میں اس کو اپنی جائیداد منقولہ و غیر منقولہ سے عاق کرتا ہوں آئندہ اس کے کسی قسم کے لین دین کا میں ذمہ دار نہ ہوں گا جو کوئی بھی اس کے ساتھ لین دین کرے گا وہ اپنے نفع و نقصان کا خود ذمہ دار ہوگا۔: [394, 1268, 466, 1380]
notice-header: [473, 908, 623, 919]
notice-header: [78, 1630, 150, 1640]
notice-label: تنسیخ: [50, 1498, 71, 1507]
notice-header: [78, 759, 150, 769]
notice-item: [234, 132, 311, 249]
notice-item: [4, 147, 71, 281]
notice-label: تنسیخ: [289, 251, 310, 261]
notice-body: میرے بیٹے نے اپنی مرضی سے شادی کی ہے اور میرے ہر قسم کے رابطے اور کہنے سننے سے باہر ہے لہٰذا میں اس کو اپنی جائیداد منقولہ و غیر منقولہ سے عاق کرتا ہوں آئندہ اس کے کسی قسم کے لین دین کا میں ذمہ دار نہ ہوں گا جو کوئی بھی اس کے ساتھ لین دین کرے گا وہ اپنے نفع و نقصان کا خود ذمہ دار ہوگا۔ میرے بیٹے نے اپنی مرضی سے شادی کی ہے اور میرے ہر قسم کے رابطے اور کہنے سننے سے باہر ہے لہٰذا میں اس کو اپنی جائیداد منقولہ و غیر منقولہ سے عاق کرتا ہوں آئندہ اس کے کسی قسم کے لین دین کا میں ذمہ دار نہ ہوں گا جو کوئی بھی اس کے ساتھ لین دین کرے گا وہ اپنے نفع و نقصان کا خود ذمہ دار ہوگا۔: [4, 1643, 71, 1766]
notice-number: 89: [82, 1258, 90, 1265]
notice-number: 27: [398, 1258, 406, 1265]
notice-item: [234, 1084, 311, 1202]
notice-body: میرے بیٹے نے اپنی مرضی سے شادی کی ہے اور میرے ہر قسم کے رابطے اور کہنے سننے سے باہر ہے لہٰذا میں اس کو اپنی جائیداد منقولہ و غیر منقولہ سے عاق کرتا ہوں آئندہ اس کے کسی قسم کے لین دین کا میں ذمہ دار نہ ہوں گا جو کوئی بھی اس کے ساتھ لین دین کرے گا وہ اپنے نفع و نقصان کا خود ذمہ دار ہوگا۔ میرے بیٹے نے اپنی مرضی سے شادی کی ہے اور میرے ہر قسم کے رابطے اور کہنے سننے سے باہر ہے لہٰذا میں اس کو اپنی جائیداد منقولہ و غیر منقولہ سے عاق کرتا ہوں آئندہ اس کے کسی قسم کے لین دین کا میں ذمہ دار نہ ہوں گا جو کوئی بھی اس کے ساتھ لین دین کرے گا وہ اپنے نفع و نقصان کا خود ذمہ دار ہوگا۔: [78, 273, 150, 385]
notice-item: [4, 1632, 71, 1766]
notice-number: 25: [398, 1009, 406, 1016]
notice-body: میرے بیٹے نے اپنی مرضی سے شادی کی ہے اور میرے ہر قسم کے رابطے اور کہنے سننے سے باہر ہے لہٰذا میں اس کو اپنی جائیداد منقولہ و غیر منقولہ سے عاق کرتا ہوں آئندہ اس کے کسی قسم کے لین دین کا میں ذمہ دار نہ ہوں گا جو کوئی بھی اس کے ساتھ لین دین کرے گا وہ اپنے نفع و نقصان کا خود ذمہ دار ہوگا۔ میرے بیٹے نے اپنی مرضی سے شادی کی ہے اور میرے ہر قسم کے رابطے اور کہنے سننے سے باہر ہے لہٰذا میں اس کو اپنی جائیداد منقولہ و غیر منقولہ سے عاق کرتا ہوں آئندہ اس کے کسی قسم کے لین دین کا میں ذمہ دار نہ ہوں گا جو کوئی بھی اس کے ساتھ لین دین کرے گا وہ اپنے نفع و نقصان کا خود ذمہ دار ہوگا۔: [78, 24, 150, 136]
notice-header: [4, 1632, 71, 1643]
notice-item: [473, 1570, 623, 1635]
notice-header: [78, 1132, 150, 1143]
court-notice-body: میرے بیٹے نے اپنی مرضی سے شادی کی ہے اور میرے ہر قسم کے رابطے اور کہنے سننے سے باہر ہے لہٰذا میں اس کو اپنی جائیداد منقولہ و غیر منقولہ سے عاق کرتا ہوں آئندہ اس کے کسی قسم کے لین دین کا میں ذمہ دار نہ ہوں گا جو کوئی بھی اس کے ساتھ لین دین کرے گا وہ اپنے نفع و نقصان کا خود ذمہ دار ہوگا۔ میرے بیٹے نے اپنی مرضی سے شادی کی ہے اور میرے ہر قسم کے رابطے اور کہنے سننے سے باہر ہے لہٰذا میں اس کو اپنی جائیداد منقولہ و غیر منقولہ سے عاق کرتا ہوں آئندہ اس کے کسی قسم کے لین دین کا میں ذمہ دار نہ ہوں گا جو کوئی بھی اس کے ساتھ لین دین کرے گا وہ اپنے نفع و نقصان کا خود ذمہ دار ہوگا۔ میرے بیٹے نے اپنی مرضی سے شادی کی ہے اور میرے ہر قسم کے رابطے اور کہنے سننے سے باہر ہے لہٰذا میں اس کو اپنی جائیداد منقولہ و غیر منقولہ سے عاق کرتا ہوں آئندہ اس کے کسی قسم کے لین دین کا میں ذمہ دار نہ ہوں گا جو کوئی بھی اس کے ساتھ لین دین کرے گا وہ اپنے نفع و نقصان کا خود ذمہ دار ہوگا۔ میرے بیٹے نے اپنی مرضی سے شادی کی ہے اور میرے ہر قسم کے رابطے اور کہنے سننے سے باہر ہے لہٰذا میں اس کو اپنی جائیداد منقولہ و غیر منقولہ سے عاق کرتا ہوں آئندہ اس کے کسی قسم کے لین دین کا میں ذمہ دار نہ ہوں گا جو کوئی بھی اس کے ساتھ لین دین کرے گا وہ اپنے نفع و نقصان کا خود ذمہ دار ہوگا۔ میرے بیٹے نے اپنی مرضی سے شادی کی ہے اور میرے ہر قسم کے رابطے اور کہنے سننے سے باہر ہے لہٰذا میں اس کو اپنی جائیداد منقولہ و غیر منقولہ سے عاق کرتا ہوں آئندہ اس کے کسی قسم کے لین دین کا میں ذمہ دار نہ ہوں گا جو کوئی بھی اس کے ساتھ لین دین کرے گا وہ اپنے نفع و نقصان کا خود ذمہ دار ہوگا۔: [473, 508, 623, 636]
notice-signature: اشتہار مجموعات: [473, 482, 512, 488]
media-group-name: حق میڈیا گروپ: [522, 976, 563, 983]
notice-body: میرے بیٹے نے اپنی مرضی سے شادی کی ہے اور میرے ہر قسم کے رابطے اور کہنے سننے سے باہر ہے لہٰذا میں اس کو اپنی جائیداد منقولہ و غیر منقولہ سے عاق کرتا ہوں آئندہ اس کے کسی قسم کے لین دین کا میں ذمہ دار نہ ہوں گا جو کوئی بھی اس کے ساتھ لین دین کرے گا وہ اپنے نفع و نقصان کا خود ذمہ دار ہوگا۔ میرے بیٹے نے اپنی مرضی سے شادی کی ہے اور میرے ہر قسم کے رابطے اور کہنے سننے سے باہر ہے لہٰذا میں اس کو اپنی جائیداد منقولہ و غیر منقولہ سے عاق کرتا ہوں آئندہ اس کے کسی قسم کے لین دین کا میں ذمہ دار نہ ہوں گا جو کوئی بھی اس کے ساتھ لین دین کرے گا وہ اپنے نفع و نقصان کا خود ذمہ دار ہوگا۔: [78, 1516, 150, 1628]
notice-label: تنسیخ: [206, 1008, 227, 1018]
notice-body: میرے بیٹے نے اپنی مرضی سے شادی کی ہے اور میرے ہر قسم کے رابطے اور کہنے سننے سے باہر ہے لہٰذا میں اس کو اپنی جائیداد منقولہ و غیر منقولہ سے عاق کرتا ہوں آئندہ اس کے کسی قسم کے لین دین کا میں ذمہ دار نہ ہوں گا جو کوئی بھی اس کے ساتھ لین دین کرے گا وہ اپنے نفع و نقصان کا خود ذمہ دار ہوگا۔ میرے بیٹے نے اپنی مرضی سے شادی کی ہے اور میرے ہر قسم کے رابطے اور کہنے سننے سے باہر ہے لہٰذا میں اس کو اپنی جائیداد منقولہ و غیر منقولہ سے عاق کرتا ہوں آئندہ اس کے کسی قسم کے لین دین کا میں ذمہ دار نہ ہوں گا جو کوئی بھی اس کے ساتھ لین دین کرے گا وہ اپنے نفع و نقصان کا خود ذمہ دار ہوگا۔: [394, 645, 466, 757]
notice-header: [473, 1371, 623, 1382]
notice-item: [473, 1173, 623, 1238]
notice-item: [156, 1132, 227, 1256]
column-c5: [315, 11, 389, 1877]
notice-body: میرے بیٹے نے اپنی مرضی سے شادی کی ہے اور میرے ہر قسم کے رابطے اور کہنے سننے سے باہر ہے لہٰذا میں اس کو اپنی جائیداد منقولہ و غیر منقولہ سے عاق کرتا ہوں آئندہ اس کے کسی قسم کے لین دین کا میں ذمہ دار نہ ہوں گا جو کوئی بھی اس کے ساتھ لین دین کرے گا وہ اپنے نفع و نقصان کا خود ذمہ دار ہوگا۔ میرے بیٹے نے اپنی مرضی سے شادی کی ہے اور میرے ہر قسم کے رابطے اور کہنے سننے سے باہر ہے لہٰذا میں اس کو اپنی جائیداد منقولہ و غیر منقولہ سے عاق کرتا ہوں آئندہ اس کے کسی قسم کے لین دین کا میں ذمہ دار نہ ہوں گا جو کوئی بھی اس کے ساتھ لین دین کرے گا وہ اپنے نفع و نقصان کا خود ذمہ دار ہوگا۔: [4, 2453, 71, 2576]
notice-body: میرے بیٹے نے اپنی مرضی سے شادی کی ہے اور میرے ہر قسم کے رابطے اور کہنے سننے سے باہر ہے لہٰذا میں اس کو اپنی جائیداد منقولہ و غیر منقولہ سے عاق کرتا ہوں آئندہ اس کے کسی قسم کے لین دین کا میں ذمہ دار نہ ہوں گا جو کوئی بھی اس کے ساتھ لین دین کرے گا وہ اپنے نفع و نقصان کا خود ذمہ دار ہوگا۔ میرے بیٹے نے اپنی مرضی سے شادی کی ہے اور میرے ہر قسم کے رابطے اور کہنے سننے سے باہر ہے لہٰذا میں اس کو اپنی جائیداد منقولہ و غیر منقولہ سے عاق کرتا ہوں آئندہ اس کے کسی قسم کے لین دین کا میں ذمہ دار نہ ہوں گا جو کوئی بھی اس کے ساتھ لین دین کرے گا وہ اپنے نفع و نقصان کا خود ذمہ دار ہوگا۔: [317, 1516, 388, 1628]
notice-label: تنسیخ: [445, 2252, 466, 2262]
notice-label: تنسیخ: [445, 262, 466, 271]
media-group-name: حق میڈیا گروپ: [177, 1752, 201, 1766]
notice-body: میرے بیٹے نے اپنی مرضی سے شادی کی ہے اور میرے ہر قسم کے رابطے اور کہنے سننے سے باہر ہے لہٰذا میں اس کو اپنی جائیداد منقولہ و غیر منقولہ سے عاق کرتا ہوں آئندہ اس کے کسی قسم کے لین دین کا میں ذمہ دار نہ ہوں گا جو کوئی بھی اس کے ساتھ لین دین کرے گا وہ اپنے نفع و نقصان کا خود ذمہ دار ہوگا۔ میرے بیٹے نے اپنی مرضی سے شادی کی ہے اور میرے ہر قسم کے رابطے اور کہنے سننے سے باہر ہے لہٰذا میں اس کو اپنی جائیداد منقولہ و غیر منقولہ سے عاق کرتا ہوں آئندہ اس کے کسی قسم کے لین دین کا میں ذمہ دار نہ ہوں گا جو کوئی بھی اس کے ساتھ لین دین کرے گا وہ اپنے نفع و نقصان کا خود ذمہ دار ہوگا۔: [394, 2014, 466, 2126]
notice-label: تنسیخ: [445, 13, 466, 23]
notice-label: تنسیخ: [50, 1228, 71, 1237]
notice-label: تنسیخ: [601, 1372, 622, 1382]
notice-header: [4, 13, 71, 23]
notice-number: 45: [321, 1134, 330, 1141]
notice-body: میرے بیٹے نے اپنی مرضی سے شادی کی ہے اور میرے ہر قسم کے رابطے اور کہنے سننے سے باہر ہے لہٰذا میں اس کو اپنی جائیداد منقولہ و غیر منقولہ سے عاق کرتا ہوں آئندہ اس کے کسی قسم کے لین دین کا میں ذمہ دار نہ ہوں گا جو کوئی بھی اس کے ساتھ لین دین کرے گا وہ اپنے نفع و نقصان کا خود ذمہ دار ہوگا۔ میرے بیٹے نے اپنی مرضی سے شادی کی ہے اور میرے ہر قسم کے رابطے اور کہنے سننے سے باہر ہے لہٰذا میں اس کو اپنی جائیداد منقولہ و غیر منقولہ سے عاق کرتا ہوں آئندہ اس کے کسی قسم کے لین دین کا میں ذمہ دار نہ ہوں گا جو کوئی بھی اس کے ساتھ لین دین کرے گا وہ اپنے نفع و نقصان کا خود ذمہ دار ہوگا۔: [156, 24, 227, 136]
notice-body: میرے بیٹے نے اپنی مرضی سے شادی کی ہے اور میرے ہر قسم کے رابطے اور کہنے سننے سے باہر ہے لہٰذا میں اس کو اپنی جائیداد منقولہ و غیر منقولہ سے عاق کرتا ہوں آئندہ اس کے کسی قسم کے لین دین کا میں ذمہ دار نہ ہوں گا جو کوئی بھی اس کے ساتھ لین دین کرے گا وہ اپنے نفع و نقصان کا خود ذمہ دار ہوگا۔ میرے بیٹے نے اپنی مرضی سے شادی کی ہے اور میرے ہر قسم کے رابطے اور کہنے سننے سے باہر ہے لہٰذا میں اس کو اپنی جائیداد منقولہ و غیر منقولہ سے عاق کرتا ہوں آئندہ اس کے کسی قسم کے لین دین کا میں ذمہ دار نہ ہوں گا جو کوئی بھی اس کے ساتھ لین دین کرے گا وہ اپنے نفع و نقصان کا خود ذمہ دار ہوگا۔: [78, 397, 150, 509]
notice-number: 76: [161, 1631, 169, 1638]
notice-label: تنسیخ: [206, 884, 227, 894]
notice-header: [317, 1505, 388, 1516]
notice-number: 90: [82, 1383, 90, 1390]
notice-label: تنسیخ: [445, 1630, 466, 1640]
notice-item: [78, 1132, 150, 1256]
notice-label: تنسیخ: [50, 958, 71, 967]
notice-label: تنسیخ: [601, 710, 622, 720]
notice-header: [394, 1754, 466, 1764]
media-group-name: حق میڈیا گروپ: [258, 845, 281, 858]
media-group-name: حق میڈیا گروپ: [25, 2441, 49, 2454]
notice-header: [78, 13, 150, 23]
notice-item: [4, 417, 71, 551]
notice-number: 57: [238, 729, 246, 736]
notice-item: [394, 2127, 466, 2250]
notice-body: میرے بیٹے نے اپنی مرضی سے شادی کی ہے اور میرے ہر قسم کے رابطے اور کہنے سننے سے باہر ہے لہٰذا میں اس کو اپنی جائیداد منقولہ و غیر منقولہ سے عاق کرتا ہوں آئندہ اس کے کسی قسم کے لین دین کا میں ذمہ دار نہ ہوں گا جو کوئی بھی اس کے ساتھ لین دین کرے گا وہ اپنے نفع و نقصان کا خود ذمہ دار ہوگا۔ میرے بیٹے نے اپنی مرضی سے شادی کی ہے اور میرے ہر قسم کے رابطے اور کہنے سننے سے باہر ہے لہٰذا میں اس کو اپنی جائیداد منقولہ و غیر منقولہ سے عاق کرتا ہوں آئندہ اس کے کسی قسم کے لین دین کا میں ذمہ دار نہ ہوں گا جو کوئی بھی اس کے ساتھ لین دین کرے گا وہ اپنے نفع و نقصان کا خود ذمہ دار ہوگا۔: [473, 1448, 623, 1502]
media-group-name: حق میڈیا گروپ: [338, 509, 361, 522]
notice-number: 79: [82, 14, 90, 21]
notice-number: 2: [477, 712, 481, 718]
notice-label: تنسیخ: [445, 2004, 466, 2013]
notice-body: میرے بیٹے نے اپنی مرضی سے شادی کی ہے اور میرے ہر قسم کے رابطے اور کہنے سننے سے باہر ہے لہٰذا میں اس کو اپنی جائیداد منقولہ و غیر منقولہ سے عاق کرتا ہوں آئندہ اس کے کسی قسم کے لین دین کا میں ذمہ دار نہ ہوں گا جو کوئی بھی اس کے ساتھ لین دین کرے گا وہ اپنے نفع و نقصان کا خود ذمہ دار ہوگا۔ میرے بیٹے نے اپنی مرضی سے شادی کی ہے اور میرے ہر قسم کے رابطے اور کہنے سننے سے باہر ہے لہٰذا میں اس کو اپنی جائیداد منقولہ و غیر منقولہ سے عاق کرتا ہوں آئندہ اس کے کسی قسم کے لین دین کا میں ذمہ دار نہ ہوں گا جو کوئی بھی اس کے ساتھ لین دین کرے گا وہ اپنے نفع و نقصان کا خود ذمہ دار ہوگا۔: [156, 1765, 227, 1877]
notice-number: 24: [398, 885, 406, 892]
court-title: بعدالت جناب وقاص اکرم صاحب تحصیلدار/تحصیل سٹی ضلع راولپنڈی: [473, 26, 623, 43]
notice-number: 99: [9, 689, 17, 696]
notice-number: 39: [321, 388, 330, 395]
notice-body: میرے بیٹے نے اپنی مرضی سے شادی کی ہے اور میرے ہر قسم کے رابطے اور کہنے سننے سے باہر ہے لہٰذا میں اس کو اپنی جائیداد منقولہ و غیر منقولہ سے عاق کرتا ہوں آئندہ اس کے کسی قسم کے لین دین کا میں ذمہ دار نہ ہوں گا جو کوئی بھی اس کے ساتھ لین دین کرے گا وہ اپنے نفع و نقصان کا خود ذمہ دار ہوگا۔ میرے بیٹے نے اپنی مرضی سے شادی کی ہے اور میرے ہر قسم کے رابطے اور کہنے سننے سے باہر ہے لہٰذا میں اس کو اپنی جائیداد منقولہ و غیر منقولہ سے عاق کرتا ہوں آئندہ اس کے کسی قسم کے لین دین کا میں ذمہ دار نہ ہوں گا جو کوئی بھی اس کے ساتھ لین دین کرے گا وہ اپنے نفع و نقصان کا خود ذمہ دار ہوگا۔: [473, 655, 623, 708]
notice-body: میرے بیٹے نے اپنی مرضی سے شادی کی ہے اور میرے ہر قسم کے رابطے اور کہنے سننے سے باہر ہے لہٰذا میں اس کو اپنی جائیداد منقولہ و غیر منقولہ سے عاق کرتا ہوں آئندہ اس کے کسی قسم کے لین دین کا میں ذمہ دار نہ ہوں گا جو کوئی بھی اس کے ساتھ لین دین کرے گا وہ اپنے نفع و نقصان کا خود ذمہ دار ہوگا۔ میرے بیٹے نے اپنی مرضی سے شادی کی ہے اور میرے ہر قسم کے رابطے اور کہنے سننے سے باہر ہے لہٰذا میں اس کو اپنی جائیداد منقولہ و غیر منقولہ سے عاق کرتا ہوں آئندہ اس کے کسی قسم کے لین دین کا میں ذمہ دار نہ ہوں گا جو کوئی بھی اس کے ساتھ لین دین کرے گا وہ اپنے نفع و نقصان کا خود ذمہ دار ہوگا۔: [4, 834, 71, 956]
notice-header: [234, 1203, 311, 1214]
